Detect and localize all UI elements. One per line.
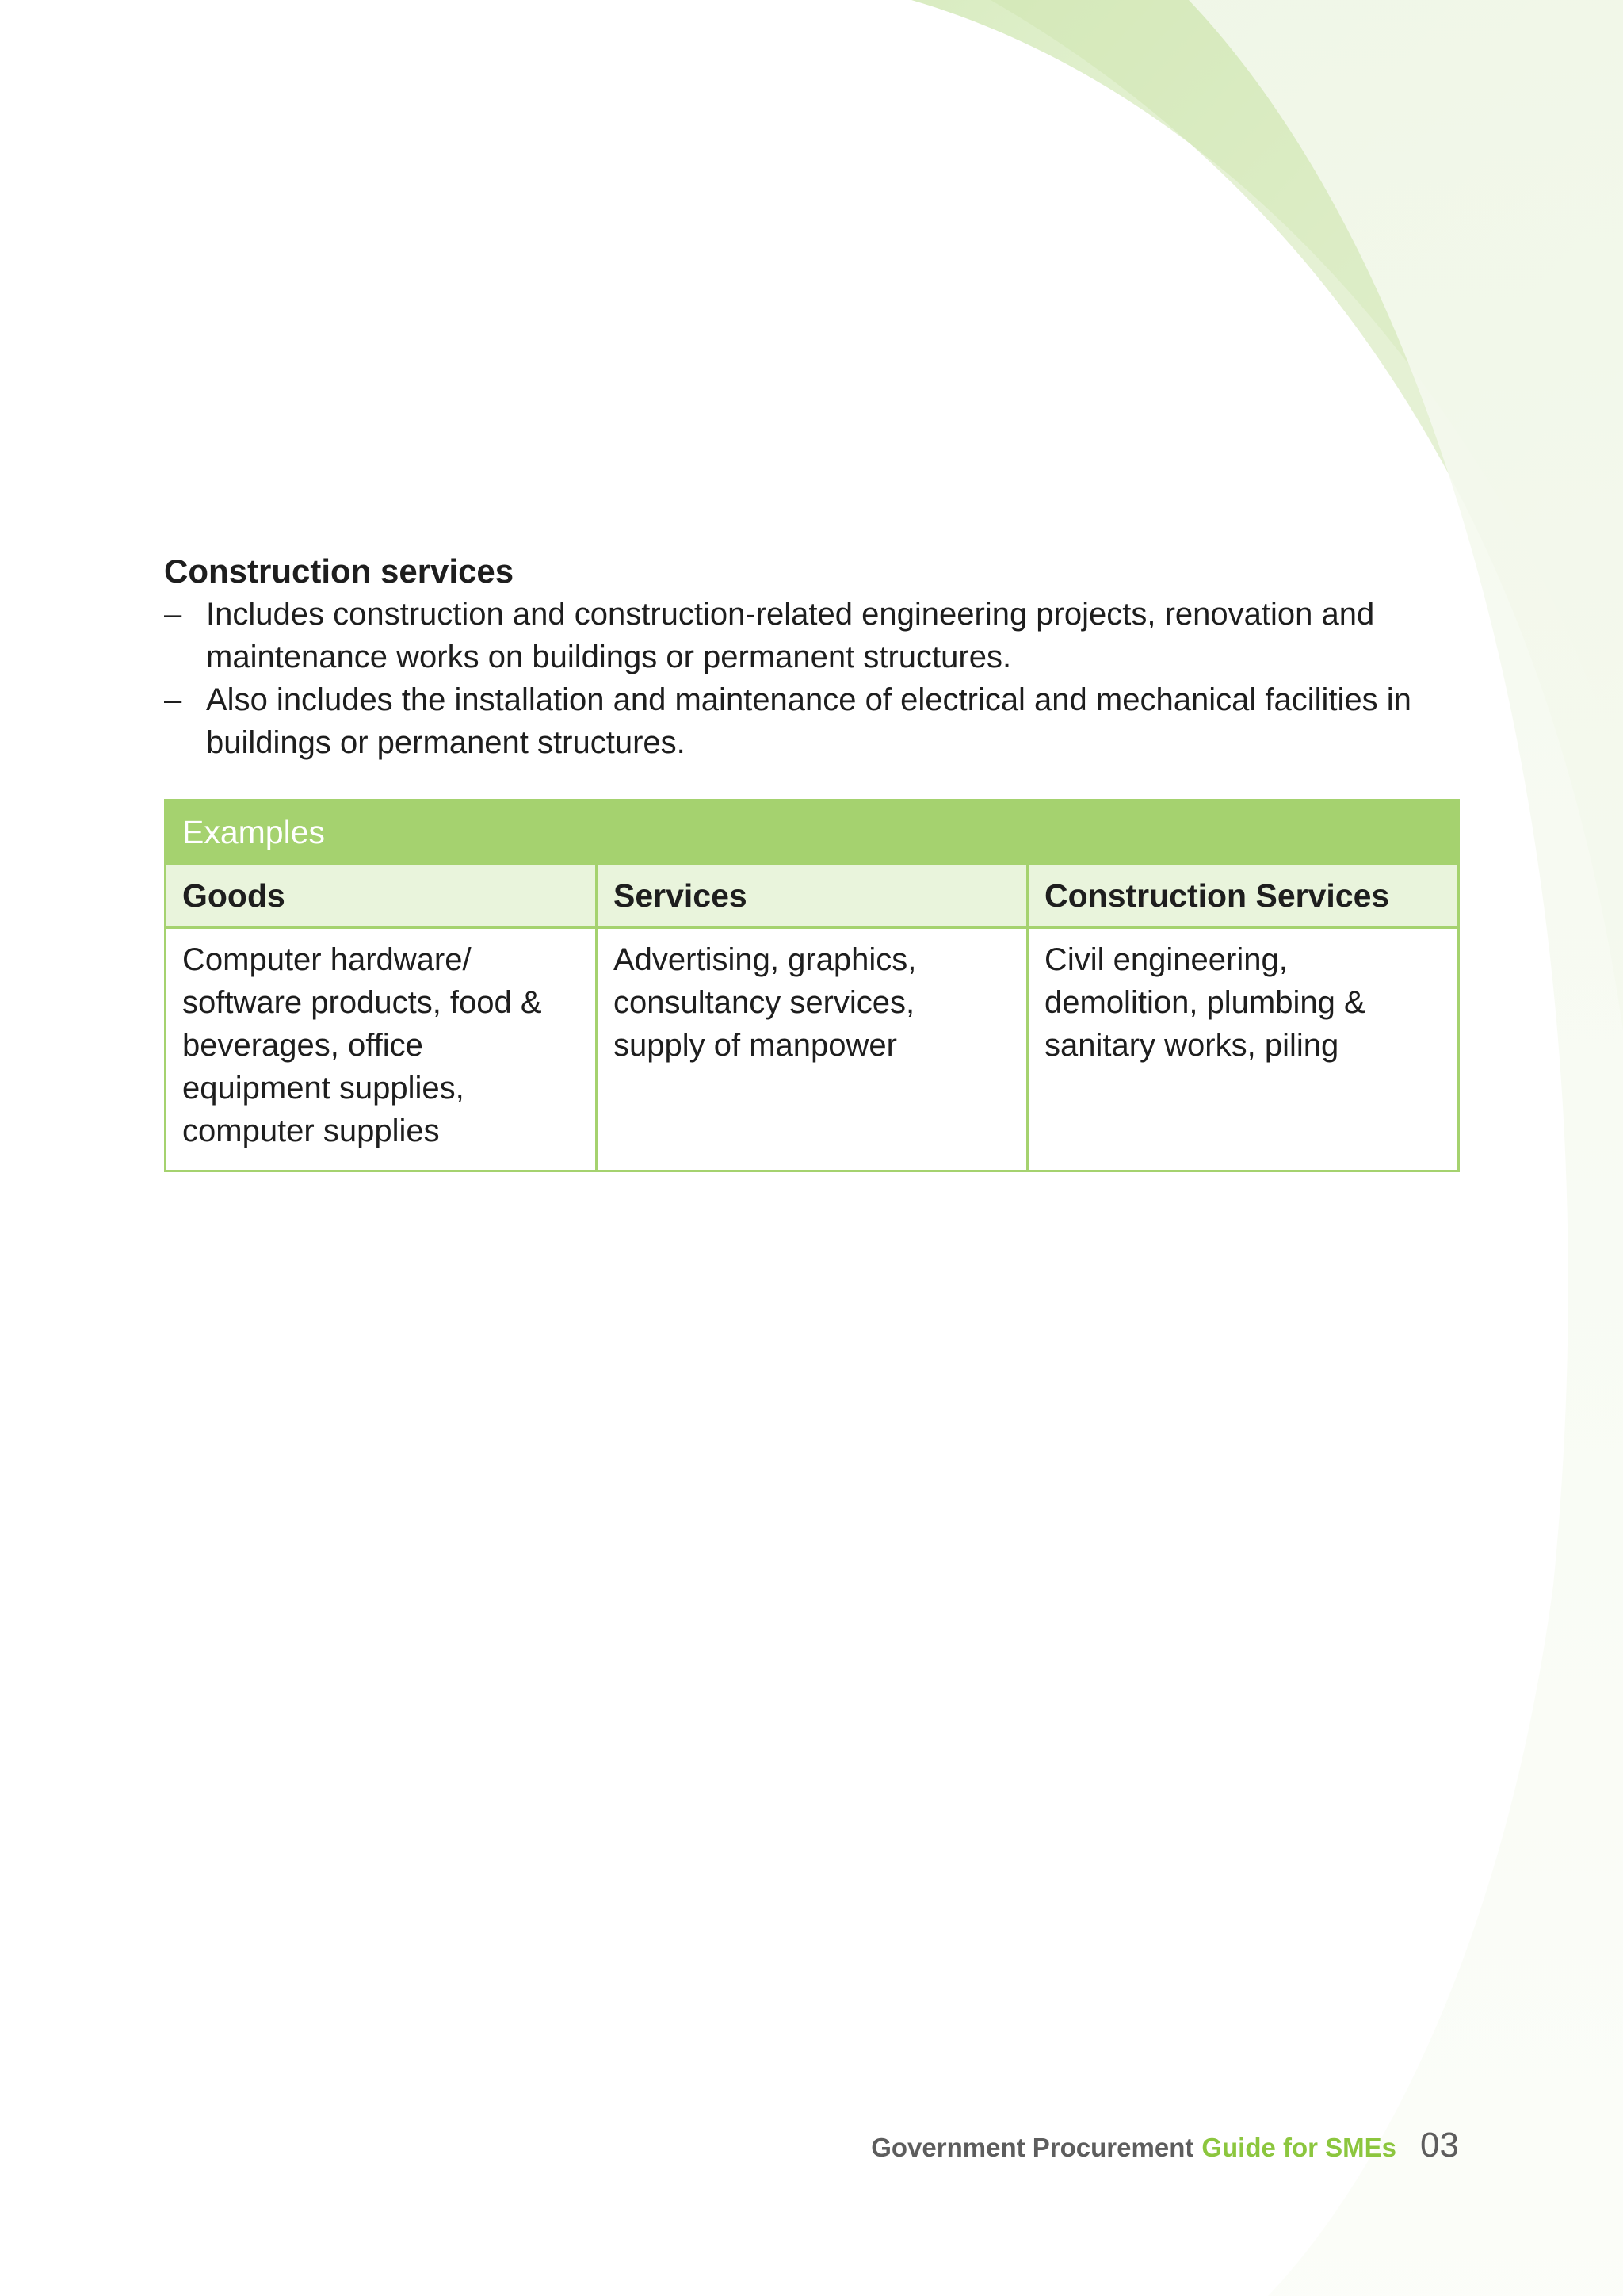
footer-publication: Government Procurement xyxy=(871,2133,1194,2162)
header-services: Services xyxy=(597,865,1028,928)
cell-goods: Computer hardware/ software products, food & beverages, office equipment supplies, computer supplies xyxy=(166,928,597,1171)
header-construction-services: Construction Services xyxy=(1028,865,1459,928)
page-footer xyxy=(871,2126,1459,2165)
bullet-text: Includes construction and construction-related engineering projects, renovation and maintenance works on buildings or permanent structures. xyxy=(206,597,1375,674)
bullet-item xyxy=(164,678,1460,764)
table-caption: Examples xyxy=(166,800,1459,865)
bullet-list xyxy=(164,593,1460,764)
table-row xyxy=(166,928,1459,1171)
table-header-row xyxy=(166,865,1459,928)
bullet-item xyxy=(164,593,1460,678)
footer-guide-title: Guide for SMEs xyxy=(1201,2133,1397,2162)
cell-services: Advertising, graphics, consultancy services, supply of manpower xyxy=(597,928,1028,1171)
bullet-dash: – xyxy=(164,682,182,717)
section-title: Construction services xyxy=(164,552,514,590)
bullet-dash: – xyxy=(164,597,182,632)
page-number: 03 xyxy=(1420,2126,1459,2164)
content-area xyxy=(164,550,1460,1148)
cell-construction-services: Civil engineering, demolition, plumbing & sanitary works, piling xyxy=(1028,928,1459,1171)
table-caption-row xyxy=(166,800,1459,865)
bullet-text: Also includes the installation and maintenance of electrical and mechanical facilities in buildings or permanent structures. xyxy=(206,682,1411,760)
header-goods: Goods xyxy=(166,865,597,928)
examples-table xyxy=(164,799,1460,1172)
